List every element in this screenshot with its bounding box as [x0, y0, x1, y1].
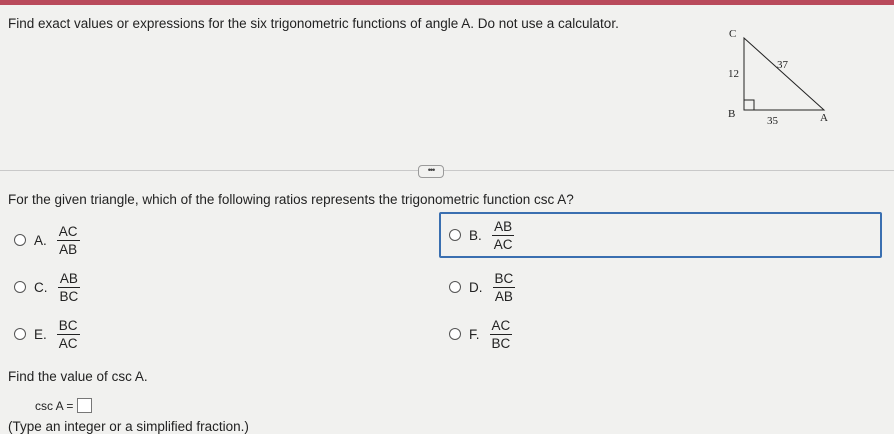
- expand-more-button[interactable]: •••: [418, 165, 444, 178]
- option-letter: E.: [34, 326, 47, 342]
- fraction-numerator: AC: [491, 317, 511, 333]
- find-value-text: Find the value of csc A.: [8, 369, 148, 384]
- top-accent-bar: [0, 0, 894, 5]
- fraction-denominator: AB: [494, 288, 513, 304]
- vertex-label-b: B: [728, 108, 736, 120]
- radio-option-e[interactable]: [14, 328, 26, 340]
- answer-input[interactable]: [77, 398, 92, 413]
- side-label-bc: 12: [728, 68, 739, 80]
- option-letter: B.: [469, 227, 482, 243]
- fraction: [492, 219, 515, 252]
- option-letter: C.: [34, 279, 48, 295]
- option-c[interactable]: [14, 264, 80, 310]
- side-label-ca: 37: [777, 59, 788, 71]
- right-angle-marker: [744, 100, 754, 110]
- vertex-label-a: A: [820, 112, 828, 124]
- triangle-figure: [722, 26, 842, 126]
- option-letter: A.: [34, 232, 47, 248]
- option-f[interactable]: [449, 311, 512, 357]
- problem-prompt: Find exact values or expressions for the six trigonometric functions of angle A. Do not use a calculator.: [8, 16, 619, 31]
- section-divider: [0, 170, 894, 171]
- radio-option-f[interactable]: [449, 328, 461, 340]
- option-a[interactable]: [14, 217, 80, 263]
- fraction-denominator: AC: [493, 236, 513, 252]
- answer-row: [35, 398, 92, 413]
- fraction-denominator: BC: [59, 288, 79, 304]
- radio-option-d[interactable]: [449, 281, 461, 293]
- question-text: For the given triangle, which of the following ratios represents the trigonometric function csc A?: [8, 192, 574, 207]
- fraction-numerator: AC: [58, 223, 78, 239]
- option-letter: F.: [469, 326, 480, 342]
- fraction: [490, 318, 513, 351]
- fraction: [493, 271, 516, 304]
- fraction-denominator: AB: [59, 241, 78, 257]
- triangle-shape: [744, 38, 824, 110]
- fraction-numerator: AB: [59, 270, 78, 286]
- vertex-label-c: C: [729, 28, 737, 40]
- radio-option-b[interactable]: [449, 229, 461, 241]
- answer-hint: (Type an integer or a simplified fraction.): [8, 419, 249, 434]
- option-b[interactable]: [439, 212, 882, 258]
- radio-option-a[interactable]: [14, 234, 26, 246]
- fraction-denominator: AC: [58, 335, 78, 351]
- fraction: [58, 271, 81, 304]
- option-letter: D.: [469, 279, 483, 295]
- fraction: [57, 224, 80, 257]
- fraction-numerator: BC: [494, 270, 514, 286]
- side-label-ba: 35: [767, 115, 778, 127]
- option-d[interactable]: [449, 264, 515, 310]
- option-e[interactable]: [14, 311, 80, 357]
- fraction-denominator: BC: [491, 335, 511, 351]
- answer-label: csc A =: [35, 398, 74, 413]
- radio-option-c[interactable]: [14, 281, 26, 293]
- fraction-numerator: AB: [494, 218, 513, 234]
- fraction: [57, 318, 80, 351]
- fraction-numerator: BC: [58, 317, 78, 333]
